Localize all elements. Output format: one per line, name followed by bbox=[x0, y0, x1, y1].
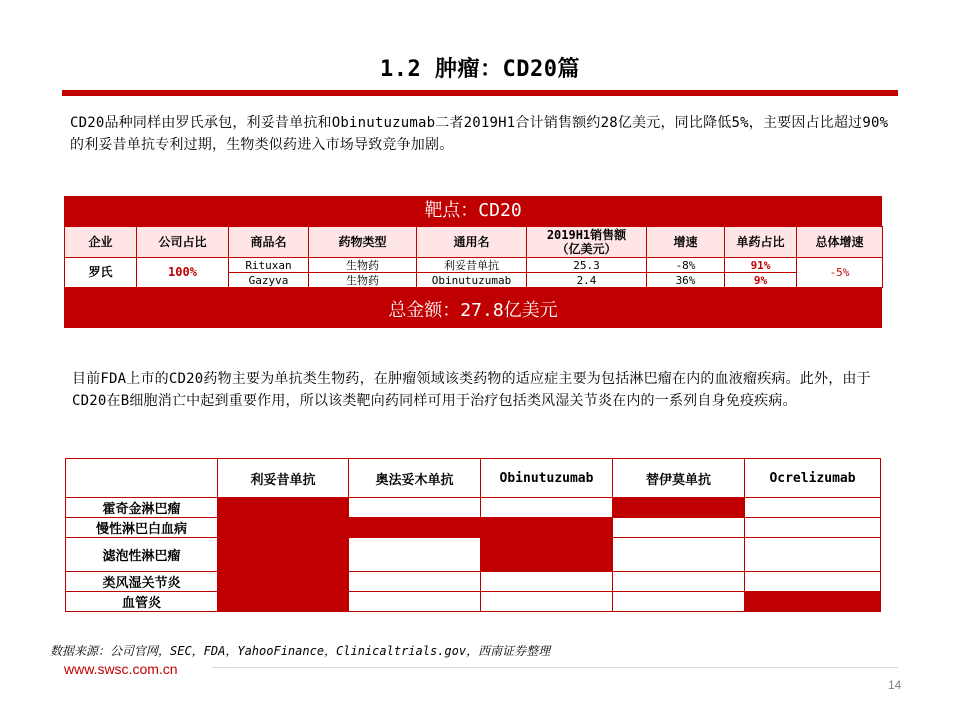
grid-row bbox=[66, 518, 881, 538]
grid-cell bbox=[613, 518, 745, 538]
grid-cell bbox=[218, 592, 349, 612]
grid-cell bbox=[481, 592, 613, 612]
drug-header: 替伊莫单抗 bbox=[613, 459, 745, 498]
indication-label: 慢性淋巴白血病 bbox=[66, 518, 218, 538]
indication-label: 霍奇金淋巴瘤 bbox=[66, 498, 218, 518]
header-cell: 公司占比 bbox=[137, 227, 229, 258]
grid-cell bbox=[481, 538, 613, 572]
grid-cell bbox=[613, 572, 745, 592]
grid-cell bbox=[481, 518, 613, 538]
sales-cell: 25.3 bbox=[527, 258, 647, 273]
growth-cell: -8% bbox=[647, 258, 725, 273]
grid-header-row bbox=[66, 459, 881, 498]
title-underline bbox=[62, 90, 898, 96]
sales-cell: 2.4 bbox=[527, 273, 647, 288]
data-source-note: 数据来源：公司官网，SEC，FDA，YahooFinance，Clinicaltrials.gov，西南证券整理 bbox=[50, 644, 551, 658]
generic-cell: 利妥昔单抗 bbox=[417, 258, 527, 273]
type-cell: 生物药 bbox=[309, 258, 417, 273]
header-cell: 总体增速 bbox=[797, 227, 883, 258]
grid-cell bbox=[349, 518, 481, 538]
summary-paragraph: CD20品种同样由罗氏承包，利妥昔单抗和Obinutuzumab二者2019H1合计销售额约28亿美元，同比降低5%，主要因占比超过90%的利妥昔单抗专利过期，生物类似药进入市场导致竞争加剧。 bbox=[70, 115, 889, 153]
drug-header: 利妥昔单抗 bbox=[218, 459, 349, 498]
grid-cell bbox=[349, 572, 481, 592]
header-row bbox=[65, 227, 883, 258]
page-number: 14 bbox=[888, 678, 902, 692]
corner-cell bbox=[66, 459, 218, 498]
share-cell: 9% bbox=[725, 273, 797, 288]
cd20-target-table bbox=[64, 196, 882, 328]
grid-cell bbox=[745, 538, 881, 572]
grid-cell bbox=[218, 498, 349, 518]
grid-row bbox=[66, 592, 881, 612]
indication-label: 滤泡性淋巴瘤 bbox=[66, 538, 218, 572]
grid-cell bbox=[745, 592, 881, 612]
grid-cell bbox=[745, 572, 881, 592]
grid-row bbox=[66, 538, 881, 572]
fda-paragraph: 目前FDA上市的CD20药物主要为单抗类生物药，在肿瘤领域该类药物的适应症主要为包括淋巴瘤在内的血液瘤疾病。此外，由于CD20在B细胞消亡中起到重要作用，所以该类靶向药同样可用于治疗包括类风湿关节炎在内的一系列自身免疫疾病。 bbox=[72, 371, 871, 409]
indication-label: 类风湿关节炎 bbox=[66, 572, 218, 592]
share-cell: 91% bbox=[725, 258, 797, 273]
grid-row bbox=[66, 572, 881, 592]
header-cell: 药物类型 bbox=[309, 227, 417, 258]
grid-cell bbox=[218, 572, 349, 592]
total-amount: 总金额：27.8亿美元 bbox=[388, 300, 558, 321]
grid-cell bbox=[349, 498, 481, 518]
grid-cell bbox=[349, 538, 481, 572]
grid-cell bbox=[481, 572, 613, 592]
header-cell: 2019H1销售额 （亿美元） bbox=[527, 227, 647, 258]
header-cell: 增速 bbox=[647, 227, 725, 258]
grid-cell bbox=[613, 592, 745, 612]
type-cell: 生物药 bbox=[309, 273, 417, 288]
indication-label: 血管炎 bbox=[66, 592, 218, 612]
drug-header: Ocrelizumab bbox=[745, 459, 881, 498]
indication-grid bbox=[65, 458, 881, 612]
company-name: 罗氏 bbox=[65, 258, 137, 288]
drug-header: Obinutuzumab bbox=[481, 459, 613, 498]
company-share: 100% bbox=[137, 258, 229, 288]
growth-cell: 36% bbox=[647, 273, 725, 288]
header-cell: 商品名 bbox=[229, 227, 309, 258]
overall-growth: -5% bbox=[797, 258, 883, 288]
header-cell: 单药占比 bbox=[725, 227, 797, 258]
grid-cell bbox=[481, 498, 613, 518]
grid-cell bbox=[218, 538, 349, 572]
footer-divider bbox=[212, 667, 898, 668]
grid-cell bbox=[218, 518, 349, 538]
grid-cell bbox=[349, 592, 481, 612]
page-title: 1.2 肿瘤：CD20篇 bbox=[380, 57, 580, 82]
header-cell: 企业 bbox=[65, 227, 137, 258]
grid-row bbox=[66, 498, 881, 518]
grid-cell bbox=[613, 538, 745, 572]
grid-cell bbox=[745, 518, 881, 538]
table-row bbox=[65, 258, 883, 273]
grid-cell bbox=[613, 498, 745, 518]
generic-cell: Obinutuzumab bbox=[417, 273, 527, 288]
target-heading: 靶点：CD20 bbox=[424, 200, 522, 221]
website-link[interactable]: www.swsc.com.cn bbox=[64, 661, 178, 677]
drug-header: 奥法妥木单抗 bbox=[349, 459, 481, 498]
brand-cell: Rituxan bbox=[229, 258, 309, 273]
grid-cell bbox=[745, 498, 881, 518]
brand-cell: Gazyva bbox=[229, 273, 309, 288]
header-cell: 通用名 bbox=[417, 227, 527, 258]
